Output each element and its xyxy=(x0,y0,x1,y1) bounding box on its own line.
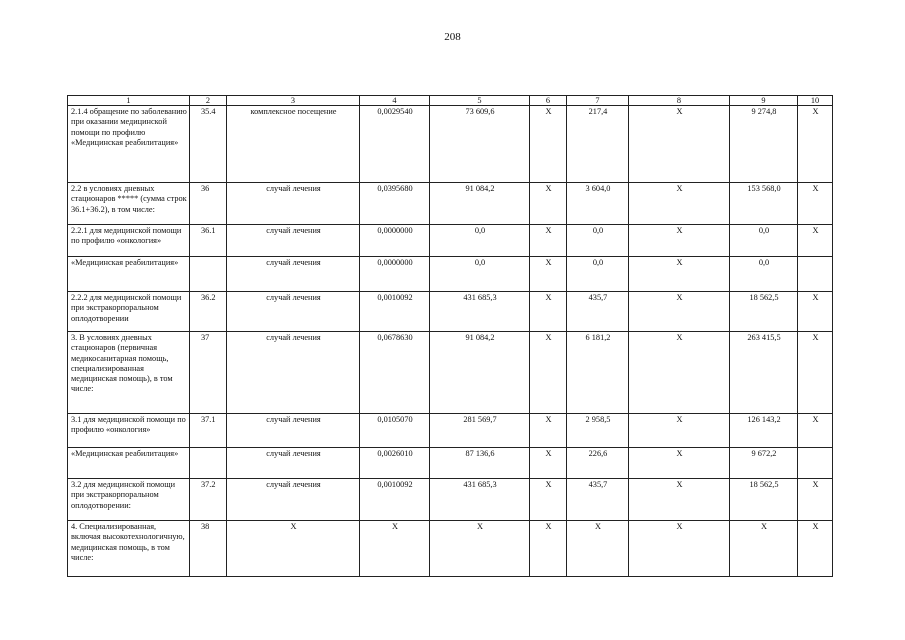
page-number: 208 xyxy=(444,31,461,43)
table-cell: 2.2.2 для медицинской помощи при экстракорпоральном оплодотворении xyxy=(68,292,190,332)
table-cell: 0,0678630 xyxy=(360,332,430,414)
table-cell: X xyxy=(530,292,567,332)
table-cell: X xyxy=(629,257,730,292)
table-cell: X xyxy=(360,521,430,577)
table-cell: X xyxy=(530,521,567,577)
table-cell: 35.4 xyxy=(190,106,227,183)
table-cell: 431 685,3 xyxy=(430,292,530,332)
table-cell: 91 084,2 xyxy=(430,183,530,225)
header-cell: 3 xyxy=(227,96,360,106)
table-row xyxy=(68,225,833,257)
table-cell: 0,0010092 xyxy=(360,479,430,521)
table-row xyxy=(68,106,833,183)
table-cell: 37.2 xyxy=(190,479,227,521)
table-cell: X xyxy=(629,225,730,257)
table-row xyxy=(68,332,833,414)
table-row xyxy=(68,414,833,448)
table-cell: 4. Специализированная, включая высокотехнологичную, медицинская помощь, в том числе: xyxy=(68,521,190,577)
table-cell: 126 143,2 xyxy=(730,414,798,448)
table-row xyxy=(68,292,833,332)
table-cell xyxy=(190,257,227,292)
table-cell: X xyxy=(629,292,730,332)
table-row xyxy=(68,521,833,577)
header-cell: 6 xyxy=(530,96,567,106)
table-cell xyxy=(798,257,833,292)
table-cell: случай лечения xyxy=(227,183,360,225)
header-cell: 8 xyxy=(629,96,730,106)
table-cell: X xyxy=(530,479,567,521)
table-cell: 0,0105070 xyxy=(360,414,430,448)
table-cell: 2.2 в условиях дневных стационаров ***** (сумма строк 36.1+36.2), в том числе: xyxy=(68,183,190,225)
table-cell: случай лечения xyxy=(227,332,360,414)
table-cell: 0,0029540 xyxy=(360,106,430,183)
table-cell: 153 568,0 xyxy=(730,183,798,225)
table-cell: 435,7 xyxy=(567,479,629,521)
table-cell xyxy=(798,448,833,479)
table-cell: 91 084,2 xyxy=(430,332,530,414)
table-cell: 3.2 для медицинской помощи при экстракорпоральном оплодотворении: xyxy=(68,479,190,521)
table-cell: 9 672,2 xyxy=(730,448,798,479)
table-cell: 36 xyxy=(190,183,227,225)
table-cell: X xyxy=(798,225,833,257)
table-cell: X xyxy=(629,521,730,577)
table-cell: 36.2 xyxy=(190,292,227,332)
table-cell: X xyxy=(567,521,629,577)
table-cell: 431 685,3 xyxy=(430,479,530,521)
header-cell: 7 xyxy=(567,96,629,106)
table-row xyxy=(68,183,833,225)
table-cell: 263 415,5 xyxy=(730,332,798,414)
table-cell: 0,0 xyxy=(567,257,629,292)
table-cell: 37.1 xyxy=(190,414,227,448)
header-cell: 1 xyxy=(68,96,190,106)
table-cell: 18 562,5 xyxy=(730,292,798,332)
table-cell: X xyxy=(530,414,567,448)
header-cell: 9 xyxy=(730,96,798,106)
table-cell: 2.1.4 обращение по заболеванию при оказании медицинской помощи по профилю «Медицинская реабилитация» xyxy=(68,106,190,183)
table-cell: 3.1 для медицинской помощи по профилю «онкология» xyxy=(68,414,190,448)
table-cell: 87 136,6 xyxy=(430,448,530,479)
table-cell: 38 xyxy=(190,521,227,577)
table-cell: 6 181,2 xyxy=(567,332,629,414)
table-cell: 2.2.1 для медицинской помощи по профилю «онкология» xyxy=(68,225,190,257)
table-cell: X xyxy=(629,106,730,183)
table-cell: X xyxy=(530,225,567,257)
table-cell: 0,0000000 xyxy=(360,225,430,257)
table-cell: 0,0 xyxy=(430,257,530,292)
header-cell: 2 xyxy=(190,96,227,106)
table-cell: X xyxy=(798,332,833,414)
table-cell xyxy=(190,448,227,479)
table-cell: 9 274,8 xyxy=(730,106,798,183)
table-cell: X xyxy=(530,332,567,414)
table-cell: X xyxy=(730,521,798,577)
table-cell: 217,4 xyxy=(567,106,629,183)
table-cell: 281 569,7 xyxy=(430,414,530,448)
table-cell: X xyxy=(798,183,833,225)
table-cell: X xyxy=(530,448,567,479)
table-cell: случай лечения xyxy=(227,257,360,292)
table-cell: X xyxy=(629,448,730,479)
table-cell: 0,0 xyxy=(730,225,798,257)
table-row xyxy=(68,479,833,521)
table-cell: «Медицинская реабилитация» xyxy=(68,257,190,292)
table-cell: «Медицинская реабилитация» xyxy=(68,448,190,479)
table-cell: 37 xyxy=(190,332,227,414)
table-cell: X xyxy=(798,106,833,183)
table-cell: X xyxy=(629,183,730,225)
header-row xyxy=(68,96,833,106)
tariff-table xyxy=(67,95,833,577)
table-cell: 0,0 xyxy=(430,225,530,257)
table-cell: X xyxy=(629,479,730,521)
table-cell: X xyxy=(798,479,833,521)
table-cell: 0,0 xyxy=(730,257,798,292)
table-cell: X xyxy=(798,414,833,448)
table-cell: X xyxy=(227,521,360,577)
table-row xyxy=(68,257,833,292)
table-cell: X xyxy=(629,414,730,448)
table-row xyxy=(68,448,833,479)
header-cell: 4 xyxy=(360,96,430,106)
table-cell: 0,0000000 xyxy=(360,257,430,292)
table-cell: X xyxy=(530,183,567,225)
table-cell: 3 604,0 xyxy=(567,183,629,225)
table-cell: случай лечения xyxy=(227,448,360,479)
table-cell: 73 609,6 xyxy=(430,106,530,183)
table-cell: X xyxy=(530,257,567,292)
table-cell: 0,0010092 xyxy=(360,292,430,332)
table-cell: 0,0395680 xyxy=(360,183,430,225)
table-cell: 36.1 xyxy=(190,225,227,257)
header-cell: 10 xyxy=(798,96,833,106)
table-cell: 3. В условиях дневных стационаров (первичная медикосанитарная помощь, специализированная медицинская помощь), в том числе: xyxy=(68,332,190,414)
table-cell: 435,7 xyxy=(567,292,629,332)
header-cell: 5 xyxy=(430,96,530,106)
table-cell: комплексное посещение xyxy=(227,106,360,183)
table-cell: X xyxy=(430,521,530,577)
table-cell: 0,0026010 xyxy=(360,448,430,479)
table-cell: случай лечения xyxy=(227,225,360,257)
table-cell: 0,0 xyxy=(567,225,629,257)
table-cell: 18 562,5 xyxy=(730,479,798,521)
table-cell: X xyxy=(530,106,567,183)
table-cell: X xyxy=(798,292,833,332)
table-cell: 2 958,5 xyxy=(567,414,629,448)
table-cell: 226,6 xyxy=(567,448,629,479)
table-cell: X xyxy=(629,332,730,414)
table-cell: X xyxy=(798,521,833,577)
table-cell: случай лечения xyxy=(227,292,360,332)
table-cell: случай лечения xyxy=(227,414,360,448)
table-cell: случай лечения xyxy=(227,479,360,521)
